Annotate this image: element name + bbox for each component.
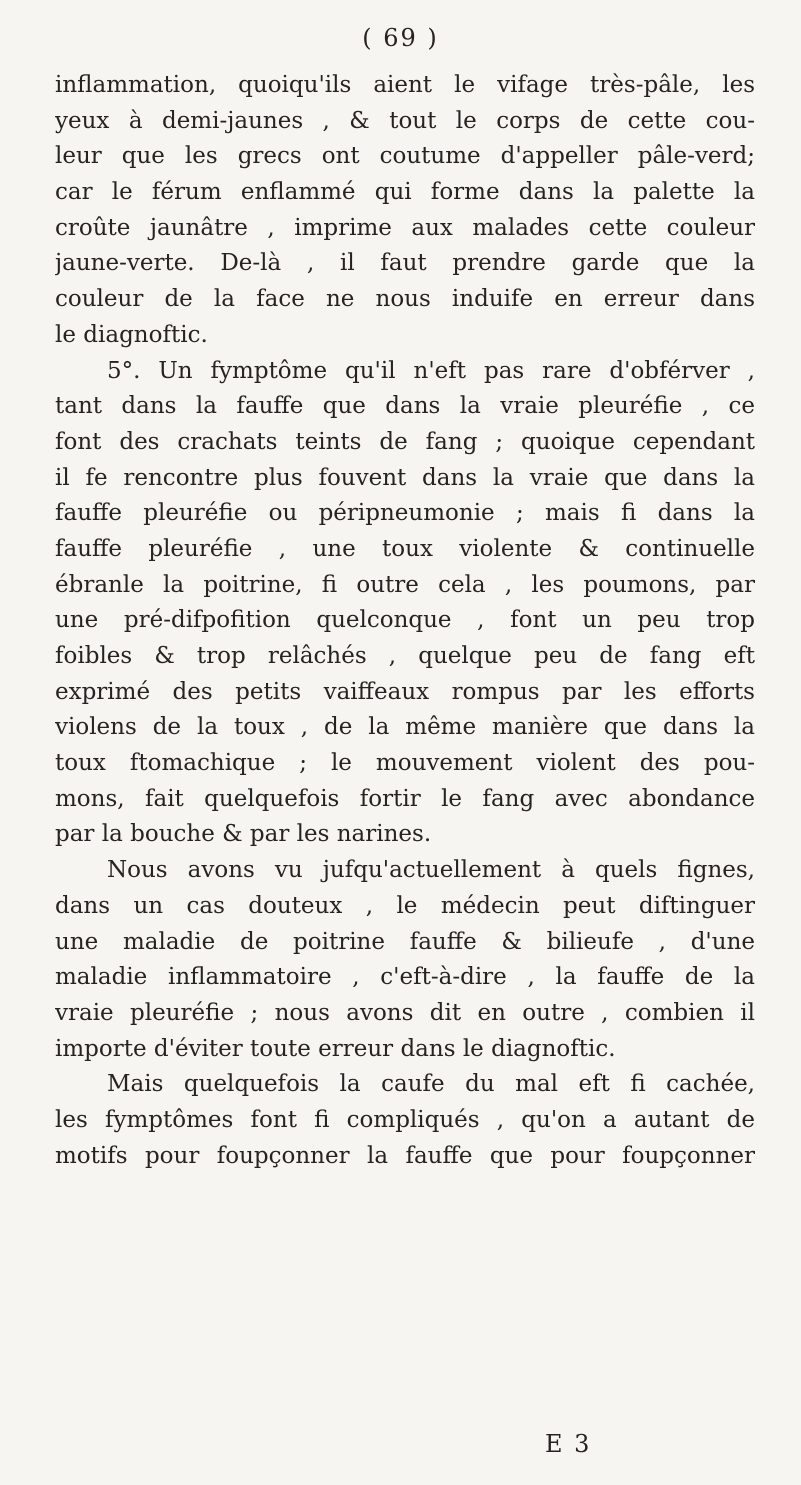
text-line: exprimé des petits vaiffeaux rompus par les efforts	[55, 678, 755, 705]
text-line: fauffe pleuréfie , une toux violente & continuelle	[55, 535, 755, 562]
text-line: yeux à demi-jaunes , & tout le corps de cette cou-	[55, 107, 755, 134]
text-line: croûte jaunâtre , imprime aux malades cette couleur	[55, 214, 755, 241]
body-text	[55, 68, 755, 1174]
text-line: importe d'éviter toute erreur dans le diagnoftic.	[55, 1035, 616, 1062]
text-line: maladie inflammatoire , c'eft-à-dire , la fauffe de la	[55, 964, 755, 991]
text-line: une pré-difpofition quelconque , font un peu trop	[55, 607, 755, 634]
text-line: font des crachats teints de fang ; quoique cependant	[55, 428, 755, 455]
paragraph-start-line: 5°. Un fymptôme qu'il n'eft pas rare d'obférver ,	[107, 357, 755, 384]
text-line: ébranle la poitrine, fi outre cela , les poumons, par	[55, 571, 755, 598]
signature-mark: E 3	[545, 1430, 592, 1458]
text-line: une maladie de poitrine fauffe & bilieufe , d'une	[55, 928, 755, 955]
text-line: les fymptômes font fi compliqués , qu'on a autant de	[55, 1106, 755, 1133]
text-line: vraie pleuréfie ; nous avons dit en outre , combien il	[55, 999, 755, 1026]
text-line: motifs pour foupçonner la fauffe que pour foupçonner	[55, 1142, 755, 1169]
text-line: car le férum enflammé qui forme dans la palette la	[55, 179, 755, 206]
text-line: toux ftomachique ; le mouvement violent des pou-	[55, 750, 755, 777]
text-line: par la bouche & par les narines.	[55, 821, 432, 848]
text-line: tant dans la fauffe que dans la vraie pleuréfie , ce	[55, 393, 755, 420]
text-line: foibles & trop relâchés , quelque peu de fang eft	[55, 643, 755, 669]
text-line: violens de la toux , de la même manière que dans la	[55, 714, 755, 741]
text-line: inflammation, quoiqu'ils aient le vifage très-pâle, les	[55, 72, 755, 98]
text-line: il fe rencontre plus fouvent dans la vraie que dans la	[55, 464, 755, 491]
text-line: mons, fait quelquefois fortir le fang avec abondance	[55, 785, 755, 812]
page-number: ( 69 )	[362, 24, 439, 52]
text-line: le diagnoftic.	[55, 321, 208, 348]
paragraph-start-line: Mais quelquefois la caufe du mal eft fi cachée,	[107, 1071, 755, 1098]
text-line: jaune-verte. De-là , il faut prendre garde que la	[55, 250, 755, 277]
text-line: couleur de la face ne nous induife en erreur dans	[55, 286, 755, 313]
text-line: fauffe pleuréfie ou péripneumonie ; mais fi dans la	[55, 500, 755, 527]
paragraph-start-line: Nous avons vu jufqu'actuellement à quels fignes,	[107, 857, 755, 884]
text-line: leur que les grecs ont coutume d'appeller pâle-verd;	[55, 143, 755, 170]
text-line: dans un cas douteux , le médecin peut diftinguer	[55, 892, 755, 919]
